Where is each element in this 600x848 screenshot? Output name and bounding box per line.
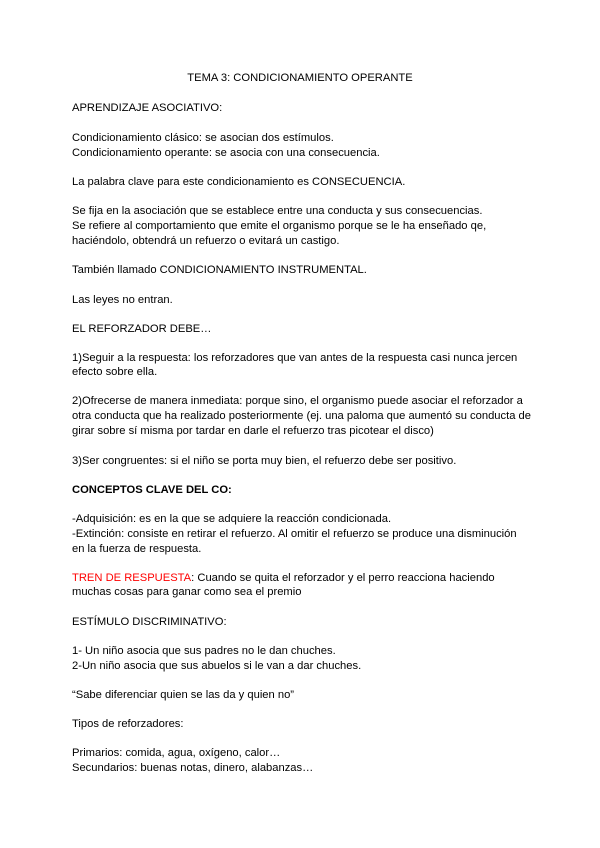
paragraph-line: La palabra clave para este condicionamiento es CONSECUENCIA. [72,176,406,188]
paragraph-line: 3)Ser congruentes: si el niño se porta muy bien, el refuerzo debe ser positivo. [72,455,457,467]
paragraph-line: También llamado CONDICIONAMIENTO INSTRUMENTAL. [72,264,367,276]
paragraph-line: haciéndolo, obtendrá un refuerzo o evitará un castigo. [72,235,340,247]
section-heading-tipos: Tipos de reforzadores: [72,718,184,730]
paragraph-line: 2-Un niño asocia que sus abuelos si le van a dar chuches. [72,660,362,672]
paragraph-line: Las leyes no entran. [72,294,173,306]
paragraph-line: otra conducta que ha realizado posteriormente (ej. una paloma que aumentó su conducta de [72,410,531,422]
tren-line [72,572,495,585]
paragraph-line: 1- Un niño asocia que sus padres no le dan chuches. [72,645,336,657]
paragraph-line: -Adquisición: es en la que se adquiere la reacción condicionada. [72,513,392,525]
paragraph-line: muchas cosas para ganar como sea el premio [72,586,302,598]
paragraph-line: en la fuerza de respuesta. [72,543,202,555]
paragraph-line: -Extinción: consiste en retirar el refuerzo. Al omitir el refuerzo se produce una disminución [72,528,517,540]
paragraph-line: Se fija en la asociación que se establece entre una conducta y sus consecuencias. [72,205,483,217]
section-heading-reforzador: EL REFORZADOR DEBE… [72,323,212,335]
paragraph-line: 1)Seguir a la respuesta: los reforzadores que van antes de la respuesta casi nunca jercen [72,352,518,364]
paragraph-line: Se refiere al comportamiento que emite el organismo porque se le ha enseñado qe, [72,220,487,232]
page-title: TEMA 3: CONDICIONAMIENTO OPERANTE [187,72,413,84]
section-heading-aprendizaje: APRENDIZAJE ASOCIATIVO: [72,102,223,114]
section-heading-conceptos: CONCEPTOS CLAVE DEL CO: [72,484,232,496]
paragraph-line: efecto sobre ella. [72,366,158,378]
paragraph-line: Primarios: comida, agua, oxígeno, calor… [72,747,281,759]
section-heading-discriminativo: ESTÍMULO DISCRIMINATIVO: [72,616,227,628]
paragraph-line: Condicionamiento clásico: se asocian dos estímulos. [72,132,334,144]
paragraph-line: girar sobre sí misma por tardar en darle el refuerzo tras picotear el disco) [72,425,434,437]
tren-label: TREN DE RESPUESTA [72,572,192,584]
paragraph-line: 2)Ofrecerse de manera inmediata: porque sino, el organismo puede asociar el reforzador a [72,395,523,407]
tren-text: : Cuando se quita el reforzador y el perro reacciona haciendo [191,572,495,584]
paragraph-line: Condicionamiento operante: se asocia con una consecuencia. [72,147,380,159]
paragraph-line: Secundarios: buenas notas, dinero, alabanzas… [72,762,314,774]
quote-line: “Sabe diferenciar quien se las da y quien no” [72,689,295,701]
